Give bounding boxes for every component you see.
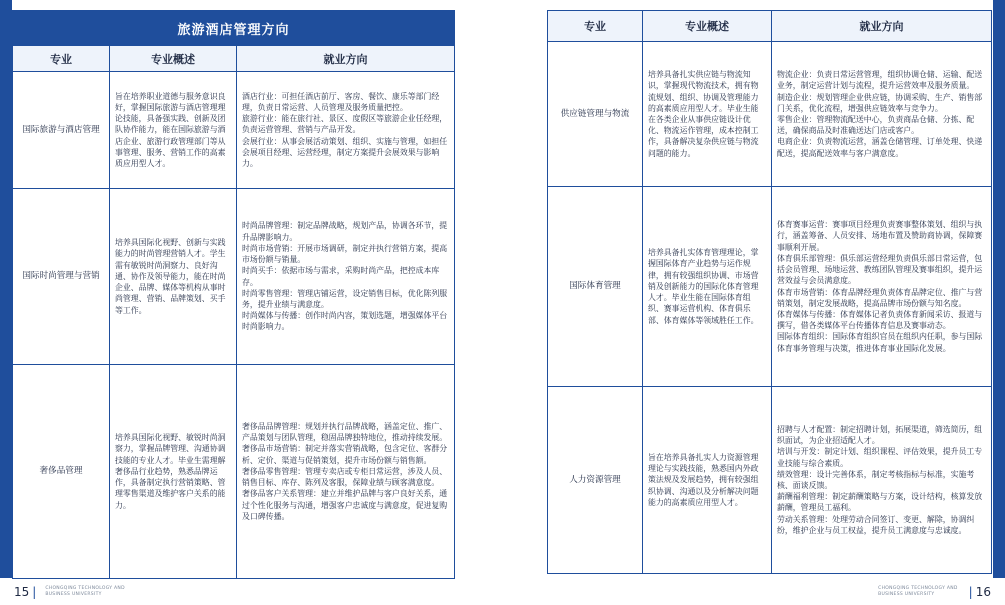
table-row (548, 42, 992, 187)
left-majors-table (12, 10, 455, 579)
column-header-major: 专业 (548, 11, 643, 42)
right-page-footer (535, 578, 1005, 605)
major-overview: 培养具备扎实体育管理理论，掌握国际体育产业趋势与运作规律，拥有较强组织协调、市场营销及创新能力的国际化体育管理人才。毕业生能在国际体育组织、赛事运营机构、体育俱乐部、体育媒体等领域胜任工作。 (643, 187, 772, 387)
column-header-major: 专业 (13, 46, 110, 72)
column-header-overview: 专业概述 (643, 11, 772, 42)
major-name: 供应链管理与物流 (548, 42, 643, 187)
major-overview: 培养具国际化视野、敏锐时尚洞察力，掌握品牌管理、沟通协调技能的专业人才。毕业生需理解奢侈品行业趋势，熟悉品牌运作，具备制定执行营销策略、管理零售渠道及维护客户关系的能力。 (110, 365, 237, 579)
column-header-career: 就业方向 (237, 46, 455, 72)
major-career: 招聘与人才配置：制定招聘计划，拓展渠道，筛选简历，组织面试，为企业招适配人才。 培训与开发：制定计划、组织课程、评估效果，提升员工专业技能与综合素质。 绩效管理：设计完善体系，制定考核指标与标准，实施考核、面谈反馈。 薪酬福利管理：制定薪酬策略与方案，设计结构，核算发放薪酬，管理员工福利。 劳动关系管理：处理劳动合同签订、变更、解除，协调纠纷，维护企业与员工权益，提升员工满意度与忠诚度。 (772, 387, 992, 574)
table-row (548, 187, 992, 387)
right-majors-table (547, 10, 992, 574)
page-number: | 16 (968, 584, 991, 599)
university-name: CHONGQING TECHNOLOGY AND BUSINESS UNIVERSITY (45, 585, 125, 597)
major-career: 体育赛事运营：赛事项目经理负责赛事整体策划、组织与执行，涵盖筹备、人员安排、场地布置及赞助商协调，保障赛事顺利开展。 体育俱乐部管理：俱乐部运营经理负责俱乐部日常运营，包括会员管理、场地运营、教练团队管理及赛事组织，提升运营效益与会员满意度。 体育市场营销：体育品牌经理负责体育品牌定位、推广与营销策划，制定发展战略，提高品牌市场份额与知名度。 体育媒体与传播：体育媒体记者负责体育新闻采访、报道与撰写，借各类媒体平台传播体育信息及赛事动态。 国际体育组织：国际体育组织官员在组织内任职，参与国际体育事务管理与决策，推进体育事业国际化发展。 (772, 187, 992, 387)
major-overview: 培养具备扎实供应链与物流知识，掌握现代物流技术，拥有物流规划、组织、协调及管理能力的高素质应用型人才。毕业生能在各类企业从事供应链设计优化、物流运作管理，成本控制工作，具备解决复杂供应链与物流问题的能力。 (643, 42, 772, 187)
major-overview: 培养具国际化视野、创新与实践能力的时尚管理营销人才。学生需有敏锐时尚洞察力、良好沟通、协作及领导能力，能在时尚企业、品牌、媒体等机构从事时尚管理、营销、品牌策划、买手等工作。 (110, 189, 237, 365)
major-name: 国际体育管理 (548, 187, 643, 387)
page-number: 15 | (14, 584, 37, 599)
page-gutter (470, 0, 535, 605)
table-row (13, 189, 455, 365)
right-page-sidebar-stripe (993, 0, 1005, 578)
major-career: 时尚品牌管理：制定品牌战略，规划产品，协调各环节，提升品牌影响力。 时尚市场营销：开展市场调研，制定并执行营销方案，提高市场份额与销量。 时尚买手：依据市场与需求，采购时尚产品，把控成本库存。 时尚零售管理：管理店铺运营，设定销售目标，优化陈列服务，提升业绩与满意度。 时尚媒体与传播：创作时尚内容，策划选题，增强媒体平台时尚影响力。 (237, 189, 455, 365)
major-career: 奢侈品品牌管理：规划并执行品牌战略，涵盖定位、推广、产品策划与团队管理，稳固品牌独特地位，推动持续发展。 奢侈品市场营销：制定并落实营销战略，包含定位、客群分析、定价、渠道与促销策划，提升市场份额与销售额。 奢侈品零售管理：管理专卖店或专柜日常运营，涉及人员、销售目标、库存、陈列及客服，保障业绩与顾客满意度。 奢侈品客户关系管理：建立并维护品牌与客户良好关系，通过个性化服务与沟通，增强客户忠诚度与满意度，促进复购及口碑传播。 (237, 365, 455, 579)
major-overview: 旨在培养具备扎实人力资源管理理论与实践技能，熟悉国内外政策法规及发展趋势，拥有较强组织协调、沟通以及分析解决问题能力的高素质应用型人才。 (643, 387, 772, 574)
table-row (548, 387, 992, 574)
table-row (13, 365, 455, 579)
table-row (13, 72, 455, 189)
right-page (535, 0, 1005, 605)
major-name: 人力资源管理 (548, 387, 643, 574)
left-page (0, 0, 470, 605)
major-name: 奢侈品管理 (13, 365, 110, 579)
major-overview: 旨在培养职业道德与服务意识良好，掌握国际旅游与酒店管理理论技能，具备强实践、创新及团队协作能力，能在国际旅游与酒店企业、旅游行政管理部门等从事管理、服务、营销工作的高素质应用型人才。 (110, 72, 237, 189)
major-career: 酒店行业：可担任酒店前厅、客房、餐饮、康乐等部门经理，负责日常运营、人员管理及服务质量把控。 旅游行业：能在旅行社、景区、度假区等旅游企业任经理，负责运营管理、营销与产品开发。 会展行业：从事会展活动策划、组织、实施与管理，如担任会展项目经理、运营经理，制定方案提升会展效果与影响力。 (237, 72, 455, 189)
section-title: 旅游酒店管理方向 (13, 11, 455, 46)
left-page-sidebar-stripe (0, 0, 12, 578)
university-name: CHONGQING TECHNOLOGY AND BUSINESS UNIVERSITY (878, 585, 958, 597)
column-header-career: 就业方向 (772, 11, 992, 42)
major-career: 物流企业：负责日常运营管理，组织协调仓储、运输、配送业务，制定运营计划与流程，提升运营效率及服务质量。 制造企业：规划管理企业供应链，协调采购、生产、销售部门关系，优化流程，增强供应链效率与竞争力。 零售企业：管理物流配送中心，负责商品仓储、分拣、配送，确保商品及时准确送达门店或客户。 电商企业：负责物流运营，涵盖仓储管理、订单处理、快递配送，提高配送效率与客户满意度。 (772, 42, 992, 187)
column-header-overview: 专业概述 (110, 46, 237, 72)
left-page-footer (0, 578, 470, 605)
major-name: 国际时尚管理与营销 (13, 189, 110, 365)
major-name: 国际旅游与酒店管理 (13, 72, 110, 189)
